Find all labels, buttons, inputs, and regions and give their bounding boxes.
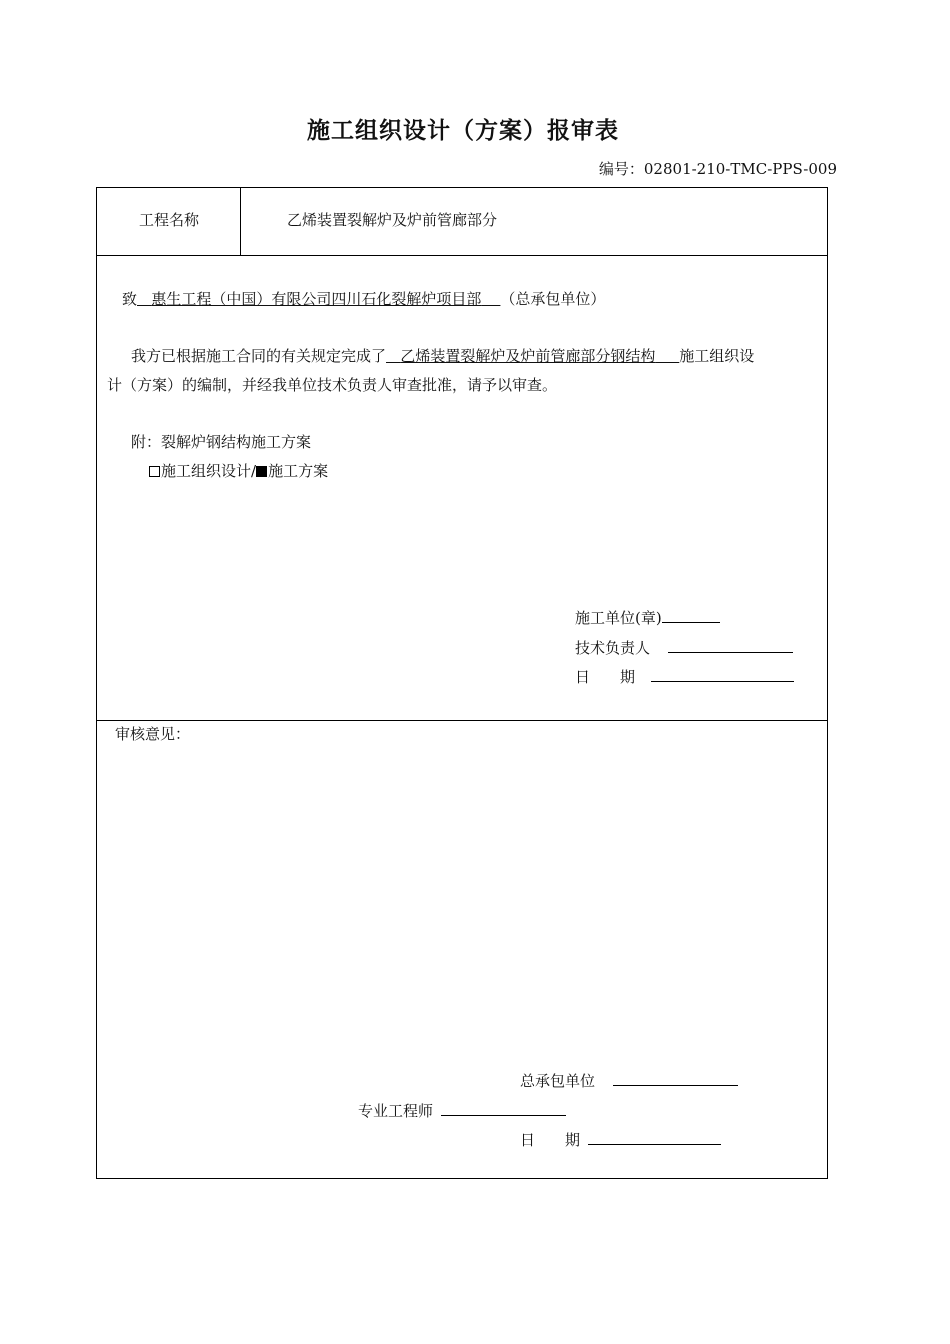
- row-divider: [97, 720, 827, 721]
- submission-body-line-2: 计（方案）的编制，并经我单位技术负责人审查批准，请予以审查。: [107, 376, 558, 394]
- review-opinion-label: 审核意见：: [115, 725, 191, 743]
- general-contractor-signature-line: [613, 1071, 738, 1086]
- project-name-label: 工程名称: [139, 211, 200, 229]
- submission-subject: 乙烯装置裂解炉及炉前管廊部分钢结构: [400, 347, 656, 365]
- addressee-prefix: 致: [122, 290, 138, 308]
- submission-body-line-1: 我方已根据施工合同的有关规定完成了 乙烯装置裂解炉及炉前管廊部分钢结构 施工组织设: [131, 347, 755, 365]
- checkbox-unchecked-icon[interactable]: [149, 466, 160, 477]
- plan-type-options: [149, 460, 328, 481]
- review-date-line: 日 期: [520, 1129, 721, 1150]
- addressee-line: [122, 288, 605, 309]
- option-plan-label: 施工方案: [268, 462, 329, 480]
- contractor-seal-line: 施工单位(章): [575, 607, 720, 628]
- engineer-line: 专业工程师: [358, 1100, 566, 1121]
- submission-date-line: 日 期: [575, 666, 794, 687]
- checkbox-checked-icon[interactable]: [256, 466, 267, 477]
- document-number: 编号：02801-210-TMC-PPS-009: [598, 160, 837, 178]
- page-title: 施工组织设计（方案）报审表: [307, 118, 619, 144]
- general-contractor-line: 总承包单位: [520, 1070, 738, 1091]
- column-divider: [240, 188, 241, 255]
- contractor-signature-line: [662, 608, 720, 623]
- addressee-suffix: （总承包单位）: [500, 290, 606, 308]
- submission-date-blank: [651, 667, 794, 682]
- addressee-unit: 惠生工程（中国）有限公司四川石化裂解炉项目部: [151, 290, 482, 308]
- form-table: [96, 187, 828, 1179]
- attachment-line: 附：裂解炉钢结构施工方案: [131, 433, 312, 451]
- tech-lead-signature-line: [668, 638, 793, 653]
- review-date-blank: [588, 1130, 721, 1145]
- project-name-value: 乙烯装置裂解炉及炉前管廊部分: [287, 211, 498, 229]
- option-design-label: 施工组织设计/: [161, 462, 257, 480]
- engineer-signature-line: [441, 1101, 566, 1116]
- tech-lead-line: 技术负责人: [575, 637, 793, 658]
- row-divider: [97, 255, 827, 256]
